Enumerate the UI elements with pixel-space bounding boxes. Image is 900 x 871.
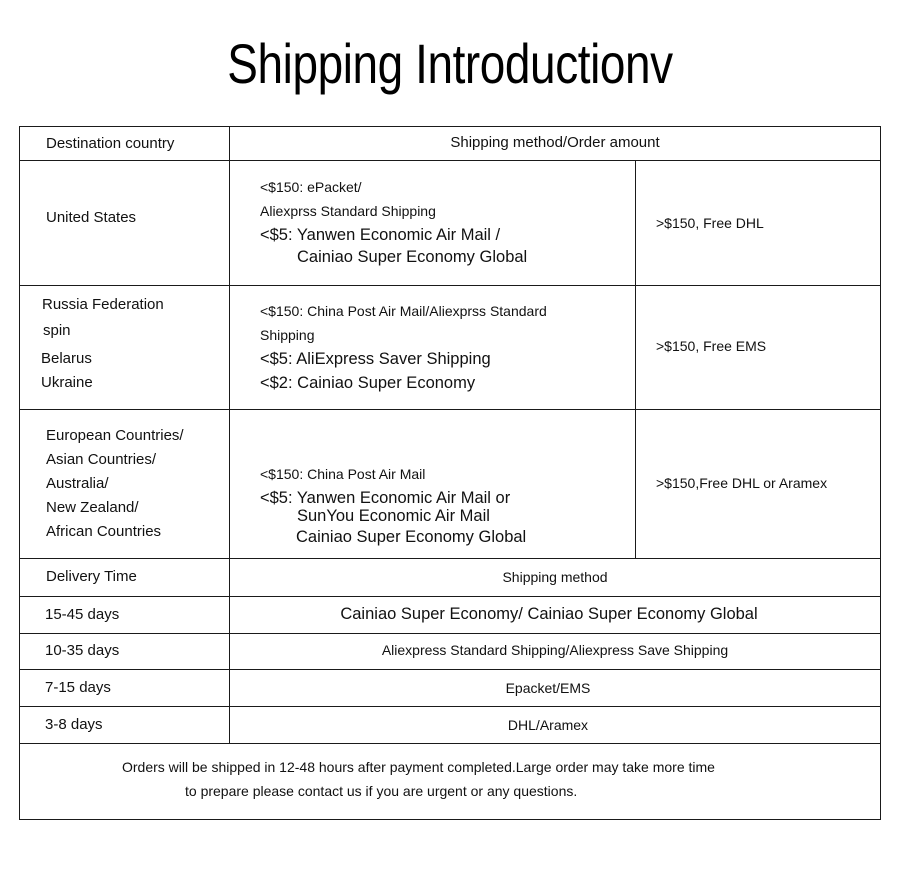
table-row-divider [19,285,881,286]
method-line: Aliexprss Standard Shipping [260,203,436,219]
method-line: <$2: Cainiao Super Economy [260,374,476,392]
table-border-bottom [19,819,881,820]
table-row-divider [19,669,881,670]
delivery-time: 3-8 days [45,716,103,733]
table-row-divider [19,633,881,634]
method-line: <$5: AliExpress Saver Shipping [260,350,491,368]
page-title: Shipping Introductionv [227,32,673,95]
footer-note-line: Orders will be shipped in 12-48 hours after payment completed.Large order may take more time [122,759,715,775]
country-name: New Zealand/ [46,499,139,516]
table-column-divider [635,160,636,558]
country-name: Russia Federation [42,296,164,313]
method-line: SunYou Economic Air Mail [297,507,490,525]
table-row-divider [19,743,881,744]
footer-note-line: to prepare please contact us if you are urgent or any questions. [185,783,578,799]
method-line: <$150: ePacket/ [260,179,362,195]
method-line: <$150: China Post Air Mail/Aliexprss Standard [260,303,547,319]
delivery-time: 15-45 days [45,606,120,623]
table-row-divider [19,558,881,559]
table-row-divider [19,160,881,161]
country-name: Asian Countries/ [46,451,157,468]
free-shipping-threshold: >$150,Free DHL or Aramex [656,475,828,491]
header-destination-country: Destination country [46,135,175,152]
free-shipping-threshold: >$150, Free DHL [656,215,764,231]
table-row-divider [19,596,881,597]
method-line: <$150: China Post Air Mail [260,466,426,482]
method-line: Cainiao Super Economy Global [296,528,527,546]
delivery-method: Cainiao Super Economy/ Cainiao Super Economy Global [340,605,758,623]
table-row-divider [19,706,881,707]
country-name: African Countries [46,523,162,540]
method-line: Cainiao Super Economy Global [297,248,528,266]
delivery-time: 7-15 days [45,679,111,696]
country-name: United States [46,209,137,226]
delivery-method: Aliexpress Standard Shipping/Aliexpress Save Shipping [381,642,729,658]
country-name: spin [43,322,71,339]
delivery-method: Epacket/EMS [505,680,591,696]
table-border-top [19,126,881,127]
country-name: European Countries/ [46,427,184,444]
country-name: Belarus [41,350,92,367]
country-name: Ukraine [41,374,93,391]
header-shipping-method-order-amount: Shipping method/Order amount [450,134,660,151]
method-line: <$5: Yanwen Economic Air Mail / [260,226,501,244]
header-delivery-time: Delivery Time [46,568,137,585]
country-name: Australia/ [46,475,109,492]
delivery-time: 10-35 days [45,642,120,659]
table-border-left [19,126,20,820]
method-line: <$5: Yanwen Economic Air Mail or [260,489,511,507]
table-border-right [880,126,881,820]
free-shipping-threshold: >$150, Free EMS [656,338,767,354]
header-shipping-method: Shipping method [502,569,608,585]
delivery-method: DHL/Aramex [507,717,589,733]
method-line: Shipping [260,327,315,343]
table-row-divider [19,409,881,410]
